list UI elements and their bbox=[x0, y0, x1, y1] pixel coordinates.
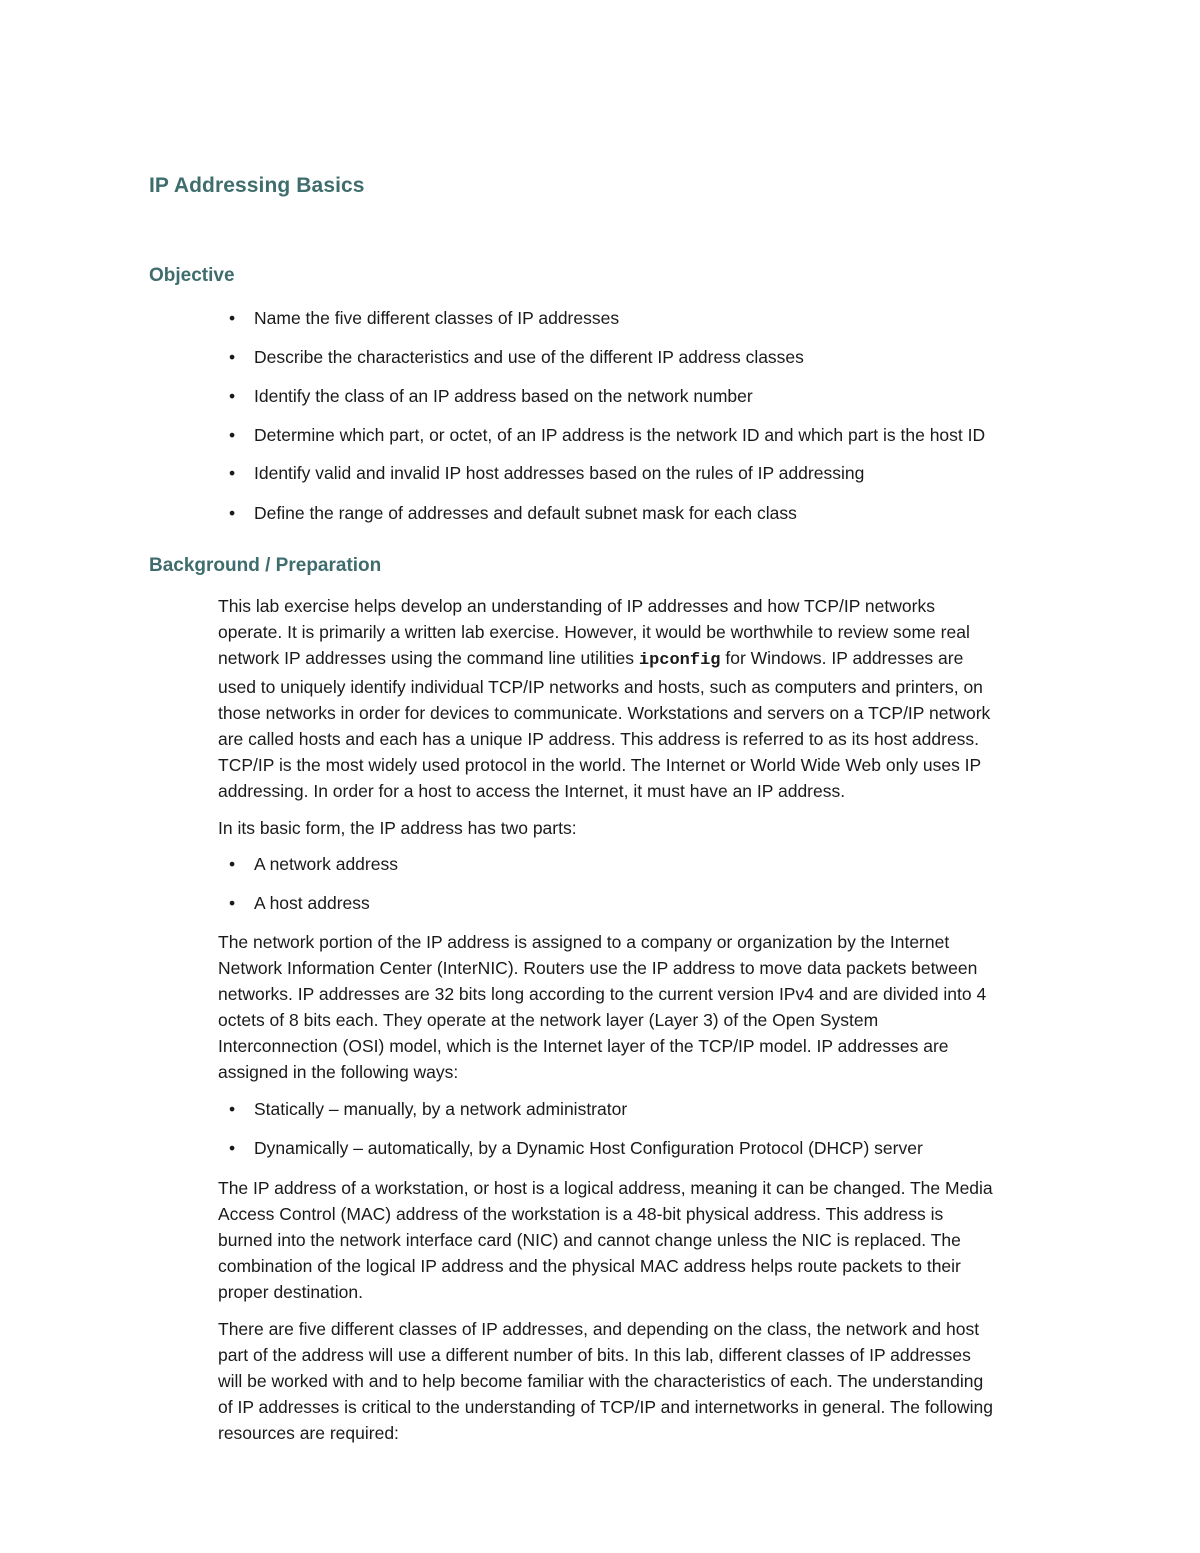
text-line: burned into the network interface card (NIC) and cannot change unless the NIC is replaced. The bbox=[218, 1230, 961, 1250]
text-line: assigned in the following ways: bbox=[218, 1062, 459, 1082]
objective-item-text: Name the five different classes of IP addresses bbox=[254, 308, 620, 328]
bullet-icon: • bbox=[229, 386, 236, 406]
objective-item-text: Define the range of addresses and default subnet mask for each class bbox=[254, 503, 797, 523]
text-line: used to uniquely identify individual TCP/IP networks and hosts, such as computers and printers, on bbox=[218, 677, 983, 697]
text-line: Network Information Center (InterNIC). Routers use the IP address to move data packets between bbox=[218, 958, 978, 978]
text-line: combination of the logical IP address and the physical MAC address helps route packets to their bbox=[218, 1256, 961, 1276]
objective-item-text: Identify valid and invalid IP host addresses based on the rules of IP addressing bbox=[254, 463, 865, 483]
text-line: This lab exercise helps develop an understanding of IP addresses and how TCP/IP networks bbox=[218, 596, 935, 616]
address-part-text: A network address bbox=[254, 854, 398, 874]
text-line: TCP/IP is the most widely used protocol in the world. The Internet or World Wide Web only uses IP bbox=[218, 755, 982, 775]
objective-item-text: Determine which part, or octet, of an IP address is the network ID and which part is the host ID bbox=[254, 425, 986, 445]
bullet-icon: • bbox=[229, 854, 236, 874]
text-line: octets of 8 bits each. They operate at the network layer (Layer 3) of the Open System bbox=[218, 1010, 879, 1030]
bullet-icon: • bbox=[229, 1099, 236, 1119]
text-segment: for Windows. IP addresses are bbox=[720, 648, 964, 668]
background-paragraph-5 bbox=[218, 1316, 1090, 1446]
text-line: Interconnection (OSI) model, which is the Internet layer of the TCP/IP model. IP addresses are bbox=[218, 1036, 949, 1056]
text-line: addressing. In order for a host to access the Internet, it must have an IP address. bbox=[218, 781, 846, 801]
text-line: There are five different classes of IP addresses, and depending on the class, the network and host bbox=[218, 1319, 980, 1339]
bullet-icon: • bbox=[229, 347, 236, 367]
ipconfig-command: ipconfig bbox=[638, 651, 721, 670]
background-heading: Background / Preparation bbox=[149, 555, 382, 576]
text-line: networks. IP addresses are 32 bits long according to the current version IPv4 and are divided into 4 bbox=[218, 984, 987, 1004]
assignment-text: Dynamically – automatically, by a Dynamic Host Configuration Protocol (DHCP) server bbox=[254, 1138, 923, 1158]
text-segment: network IP addresses using the command line utilities bbox=[218, 648, 639, 668]
objective-heading: Objective bbox=[149, 265, 235, 286]
text-line bbox=[218, 645, 1090, 674]
objective-item-text: Describe the characteristics and use of the different IP address classes bbox=[254, 347, 804, 367]
bullet-icon: • bbox=[229, 425, 236, 445]
text-line: proper destination. bbox=[218, 1282, 363, 1302]
bullet-icon: • bbox=[229, 463, 236, 483]
bullet-icon: • bbox=[229, 503, 236, 523]
text-line: The network portion of the IP address is assigned to a company or organization by the Internet bbox=[218, 932, 950, 952]
text-line: will be worked with and to help become familiar with the characteristics of each. The understanding bbox=[218, 1371, 984, 1391]
text-line: The IP address of a workstation, or host is a logical address, meaning it can be changed. The Media bbox=[218, 1178, 993, 1198]
document-title: IP Addressing Basics bbox=[149, 174, 365, 197]
bullet-icon: • bbox=[229, 893, 236, 913]
text-line: those networks in order for devices to communicate. Workstations and servers on a TCP/IP network bbox=[218, 703, 991, 723]
background-paragraph-4 bbox=[218, 1175, 1090, 1305]
bullet-icon: • bbox=[229, 1138, 236, 1158]
objective-item-text: Identify the class of an IP address based on the network number bbox=[254, 386, 753, 406]
background-paragraph-2: In its basic form, the IP address has two parts: bbox=[218, 818, 577, 838]
bullet-icon: • bbox=[229, 308, 236, 328]
text-line: resources are required: bbox=[218, 1423, 399, 1443]
assignment-text: Statically – manually, by a network administrator bbox=[254, 1099, 628, 1119]
address-part-text: A host address bbox=[254, 893, 370, 913]
text-line: operate. It is primarily a written lab exercise. However, it would be worthwhile to review some real bbox=[218, 622, 970, 642]
text-line: are called hosts and each has a unique IP address. This address is referred to as its host address. bbox=[218, 729, 980, 749]
text-line: Access Control (MAC) address of the workstation is a 48-bit physical address. This address is bbox=[218, 1204, 944, 1224]
text-line: of IP addresses is critical to the understanding of TCP/IP and internetworks in general. The following bbox=[218, 1397, 993, 1417]
text-line: part of the address will use a different number of bits. In this lab, different classes of IP addresses bbox=[218, 1345, 971, 1365]
background-paragraph-3 bbox=[218, 929, 1090, 1085]
background-paragraph-1 bbox=[218, 593, 1090, 804]
